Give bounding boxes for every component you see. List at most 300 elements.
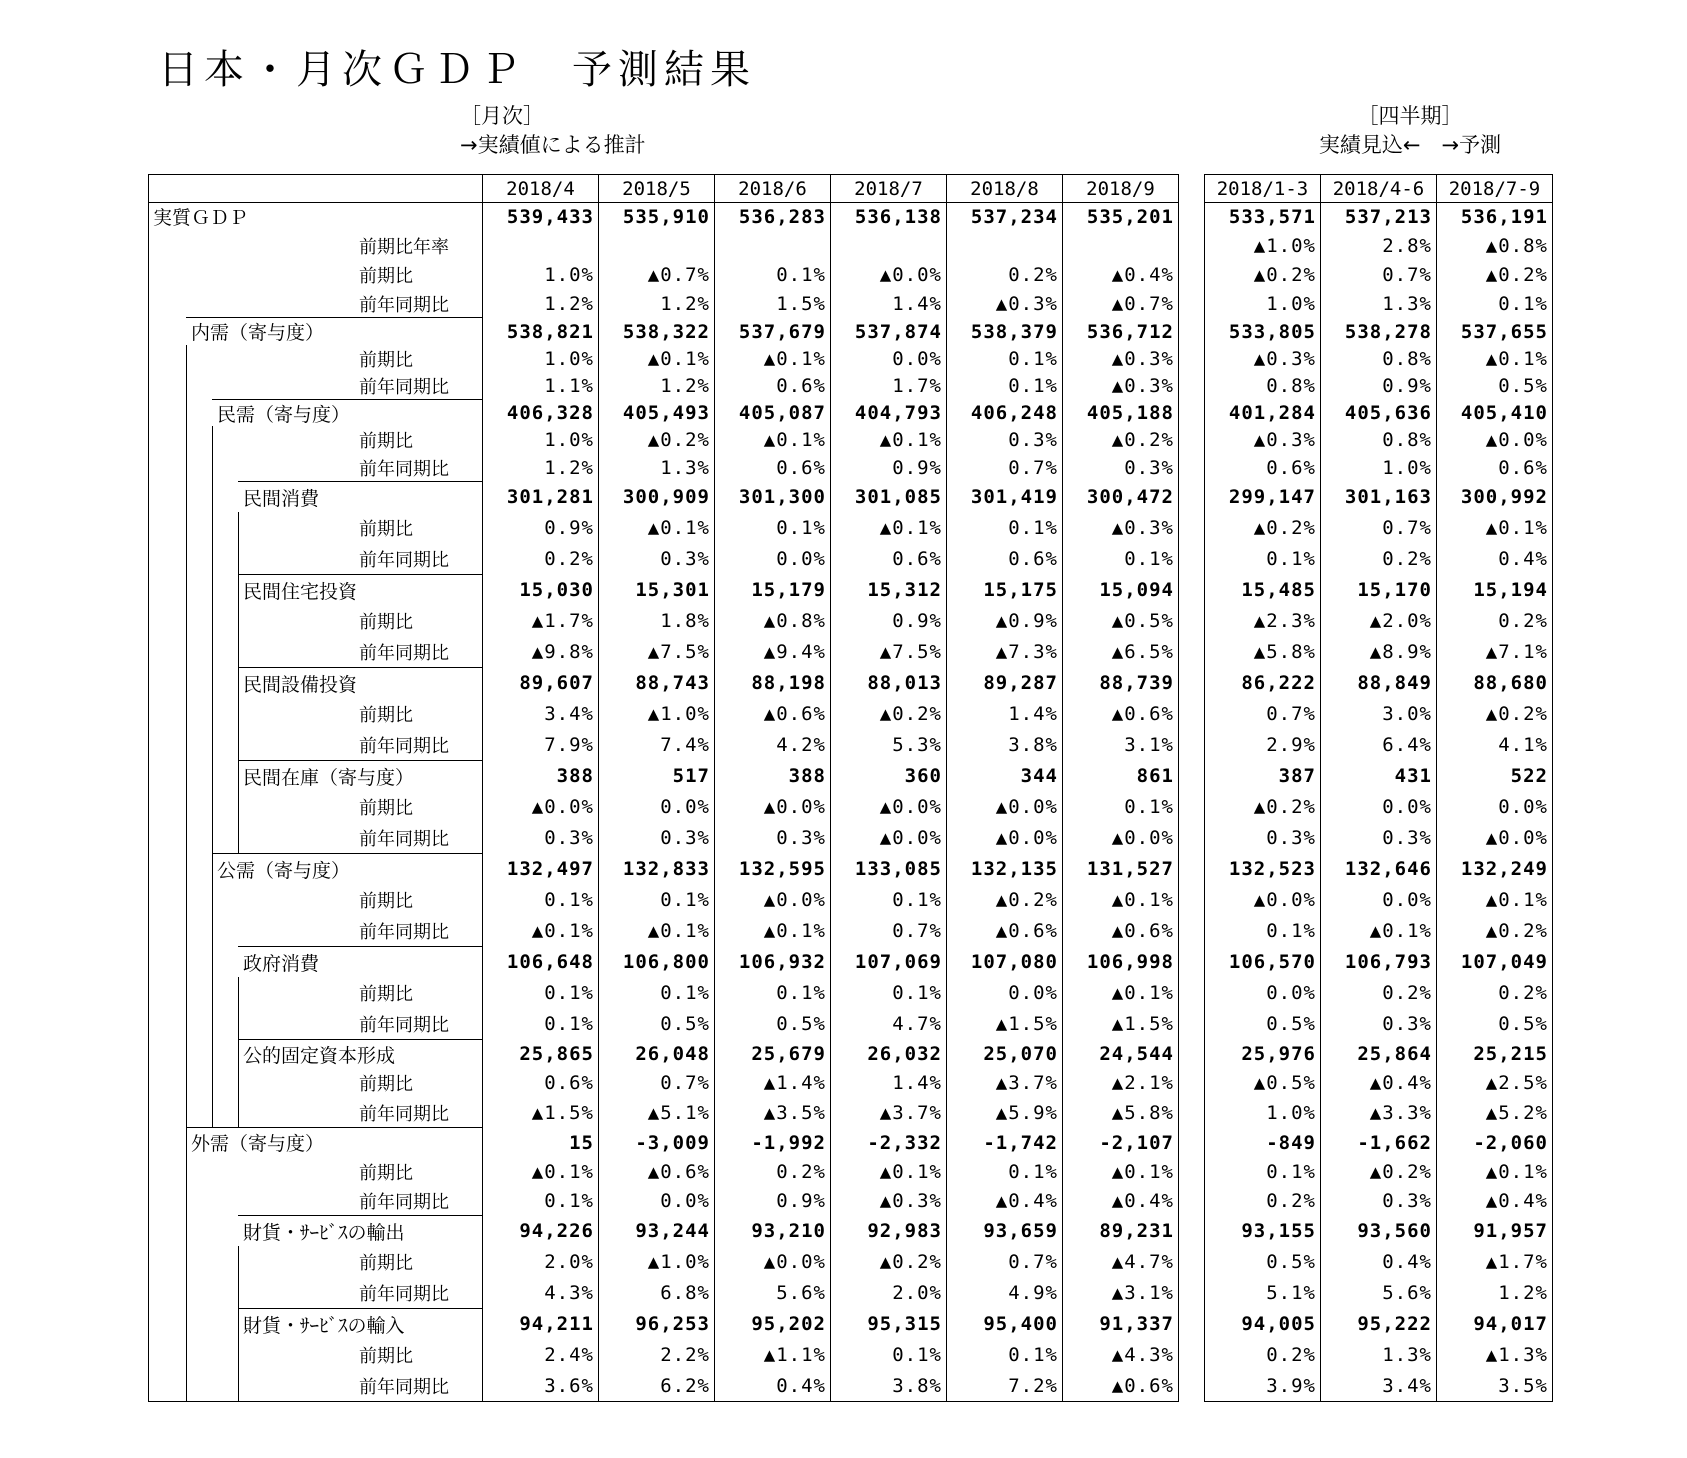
row-label: 前年同期比 — [149, 1009, 483, 1040]
monthly-header — [460, 102, 760, 160]
table-cell: 388 — [715, 761, 831, 792]
table-row — [1205, 290, 1553, 318]
table-cell: 88,198 — [715, 668, 831, 699]
table-cell: ▲1.7% — [1437, 1247, 1553, 1278]
table-row — [1205, 606, 1553, 637]
table-cell: 0.1% — [831, 978, 947, 1009]
row-label: 前期比 — [149, 606, 483, 637]
group-rule — [238, 946, 482, 947]
table-cell: 132,135 — [947, 854, 1063, 885]
table-cell: 6.4% — [1321, 730, 1437, 761]
table-cell: ▲4.7% — [1063, 1247, 1179, 1278]
table-cell: 1.4% — [831, 1069, 947, 1098]
table-cell: 1.3% — [1321, 290, 1437, 318]
table-cell: ▲9.8% — [483, 637, 599, 668]
table-cell: 3.8% — [947, 730, 1063, 761]
table-cell: 0.2% — [1205, 1340, 1321, 1371]
table-cell: 0.1% — [483, 978, 599, 1009]
table-cell: 94,226 — [483, 1216, 599, 1247]
table-cell: ▲0.3% — [1063, 513, 1179, 544]
table-cell: 0.2% — [715, 1158, 831, 1187]
table-cell: ▲0.0% — [947, 792, 1063, 823]
table-row — [1205, 1009, 1553, 1040]
table-cell: 88,743 — [599, 668, 715, 699]
table-cell: 0.3% — [1321, 1187, 1437, 1216]
row-label: 前年同期比 — [149, 1371, 483, 1402]
table-cell: 1.4% — [947, 699, 1063, 730]
table-cell: ▲0.2% — [1437, 261, 1553, 290]
table-cell: 95,315 — [831, 1309, 947, 1340]
table-cell: ▲0.4% — [947, 1187, 1063, 1216]
table-cell: 15,030 — [483, 575, 599, 606]
table-cell: 0.5% — [1205, 1009, 1321, 1040]
table-cell: 301,300 — [715, 482, 831, 513]
table-cell: 25,215 — [1437, 1040, 1553, 1069]
table-cell: 533,805 — [1205, 318, 1321, 346]
hierarchy-line — [238, 1246, 239, 1401]
table-cell: 0.4% — [715, 1371, 831, 1402]
table-cell: ▲0.3% — [1205, 346, 1321, 373]
table-row — [1205, 978, 1553, 1009]
table-row — [1205, 792, 1553, 823]
table-cell: 15,312 — [831, 575, 947, 606]
table-cell: 3.0% — [1321, 699, 1437, 730]
table-cell: 15,301 — [599, 575, 715, 606]
table-cell: ▲0.2% — [1321, 1158, 1437, 1187]
table-cell: ▲0.0% — [1437, 823, 1553, 854]
table-cell: 0.4% — [1321, 1247, 1437, 1278]
table-cell: ▲0.4% — [1321, 1069, 1437, 1098]
table-cell: 91,337 — [1063, 1309, 1179, 1340]
row-label: 前期比 — [149, 1158, 483, 1187]
table-cell: 0.3% — [1321, 1009, 1437, 1040]
table-cell: ▲0.5% — [1205, 1069, 1321, 1098]
table-cell: 405,636 — [1321, 400, 1437, 427]
table-cell: 538,278 — [1321, 318, 1437, 346]
table-cell: 301,163 — [1321, 482, 1437, 513]
table-cell: 6.8% — [599, 1278, 715, 1309]
table-cell: -3,009 — [599, 1128, 715, 1158]
row-heading: 財貨・ｻｰﾋﾞｽの輸入 — [149, 1309, 483, 1340]
table-cell: 401,284 — [1205, 400, 1321, 427]
table-row — [149, 606, 1179, 637]
table-cell: 1.0% — [1321, 454, 1437, 482]
table-cell: 3.8% — [831, 1371, 947, 1402]
table-cell: 861 — [1063, 761, 1179, 792]
table-cell: 1.0% — [483, 261, 599, 290]
table-cell: ▲8.9% — [1321, 637, 1437, 668]
table-cell: 300,992 — [1437, 482, 1553, 513]
table-cell: 0.3% — [1205, 823, 1321, 854]
row-label: 前期比 — [149, 1340, 483, 1371]
table-row — [1205, 1247, 1553, 1278]
table-cell: ▲0.0% — [715, 792, 831, 823]
table-cell: ▲0.2% — [831, 1247, 947, 1278]
table-cell: ▲0.0% — [1205, 885, 1321, 916]
table-cell: 0.7% — [1321, 513, 1437, 544]
table-cell: 0.2% — [1321, 544, 1437, 575]
table-cell: 0.6% — [1437, 454, 1553, 482]
table-cell: ▲7.3% — [947, 637, 1063, 668]
table-cell: ▲0.1% — [831, 427, 947, 454]
table-cell: 132,595 — [715, 854, 831, 885]
group-rule — [238, 1308, 482, 1309]
column-header: 2018/7 — [831, 175, 947, 203]
table-cell: 106,932 — [715, 947, 831, 978]
table-row — [149, 1278, 1179, 1309]
table-cell: 406,248 — [947, 400, 1063, 427]
table-group-row — [149, 203, 1179, 231]
table-cell: 107,069 — [831, 947, 947, 978]
table-cell: 0.5% — [715, 1009, 831, 1040]
table-row — [1205, 346, 1553, 373]
table-cell: 535,910 — [599, 203, 715, 231]
table-row — [1205, 1278, 1553, 1309]
table-row — [1205, 400, 1553, 427]
table-cell: 106,648 — [483, 947, 599, 978]
table-cell: 0.8% — [1205, 373, 1321, 400]
table-cell: ▲0.2% — [831, 699, 947, 730]
table-cell: ▲0.3% — [1063, 346, 1179, 373]
table-cell: 15,175 — [947, 575, 1063, 606]
table-cell: 15,485 — [1205, 575, 1321, 606]
table-row — [149, 1158, 1179, 1187]
table-cell: 1.5% — [715, 290, 831, 318]
table-cell: -1,662 — [1321, 1128, 1437, 1158]
group-rule — [212, 399, 482, 400]
table-row — [149, 730, 1179, 761]
table-cell: 4.9% — [947, 1278, 1063, 1309]
row-label: 前年同期比 — [149, 637, 483, 668]
table-cell: ▲1.1% — [715, 1340, 831, 1371]
table-cell: 106,998 — [1063, 947, 1179, 978]
table-cell: 0.7% — [947, 1247, 1063, 1278]
corner-cell — [149, 175, 483, 203]
table-cell: 88,849 — [1321, 668, 1437, 699]
table-cell: 0.3% — [599, 823, 715, 854]
table-cell: 537,213 — [1321, 203, 1437, 231]
table-group-row — [149, 761, 1179, 792]
table-cell: 537,655 — [1437, 318, 1553, 346]
column-header: 2018/6 — [715, 175, 831, 203]
table-cell: 0.0% — [599, 1187, 715, 1216]
row-label: 前期比 — [149, 1247, 483, 1278]
table-cell: ▲6.5% — [1063, 637, 1179, 668]
table-cell: 95,222 — [1321, 1309, 1437, 1340]
table-cell: ▲0.3% — [831, 1187, 947, 1216]
table-cell: 0.7% — [599, 1069, 715, 1098]
table-cell: ▲0.9% — [947, 606, 1063, 637]
table-cell: 0.1% — [831, 1340, 947, 1371]
table-cell: ▲0.2% — [1437, 916, 1553, 947]
table-cell: ▲0.0% — [715, 885, 831, 916]
table-cell: 132,646 — [1321, 854, 1437, 885]
table-row — [149, 513, 1179, 544]
table-cell: 1.1% — [483, 373, 599, 400]
table-cell: 94,017 — [1437, 1309, 1553, 1340]
table-cell: 131,527 — [1063, 854, 1179, 885]
table-cell: ▲0.0% — [483, 792, 599, 823]
group-rule — [238, 760, 482, 761]
table-cell: 94,005 — [1205, 1309, 1321, 1340]
table-cell: 5.3% — [831, 730, 947, 761]
table-cell: 24,544 — [1063, 1040, 1179, 1069]
table-cell: 0.5% — [1205, 1247, 1321, 1278]
table-cell: 0.0% — [1321, 885, 1437, 916]
table-cell: 0.5% — [1437, 373, 1553, 400]
table-cell: 3.6% — [483, 1371, 599, 1402]
table-cell: ▲0.1% — [1437, 1158, 1553, 1187]
table-row — [149, 544, 1179, 575]
table-cell: 536,191 — [1437, 203, 1553, 231]
table-row — [149, 1009, 1179, 1040]
table-row — [1205, 1371, 1553, 1402]
table-cell: 406,328 — [483, 400, 599, 427]
table-cell: 15,170 — [1321, 575, 1437, 606]
table-group-row — [149, 1309, 1179, 1340]
table-cell: 301,419 — [947, 482, 1063, 513]
table-cell: 89,287 — [947, 668, 1063, 699]
table-cell: 0.1% — [1205, 916, 1321, 947]
table-row — [1205, 454, 1553, 482]
table-cell: 0.9% — [1321, 373, 1437, 400]
table-cell: 2.9% — [1205, 730, 1321, 761]
table-row — [1205, 668, 1553, 699]
table-cell: 0.1% — [947, 346, 1063, 373]
table-cell: ▲2.3% — [1205, 606, 1321, 637]
table-cell: ▲7.5% — [831, 637, 947, 668]
table-cell: ▲2.0% — [1321, 606, 1437, 637]
table-cell: 1.0% — [483, 427, 599, 454]
table-cell: 93,560 — [1321, 1216, 1437, 1247]
table-row — [1205, 1158, 1553, 1187]
table-cell: 107,080 — [947, 947, 1063, 978]
table-cell: ▲0.0% — [715, 1247, 831, 1278]
table-cell: 3.4% — [1321, 1371, 1437, 1402]
row-label: 前年同期比 — [149, 1187, 483, 1216]
table-row — [149, 1098, 1179, 1128]
row-heading: 公的固定資本形成 — [149, 1040, 483, 1069]
table-cell: ▲0.6% — [1063, 699, 1179, 730]
table-cell: 538,322 — [599, 318, 715, 346]
table-cell: 0.1% — [947, 1158, 1063, 1187]
table-cell — [947, 231, 1063, 261]
table-row — [149, 373, 1179, 400]
table-cell: 25,976 — [1205, 1040, 1321, 1069]
table-cell: 0.3% — [715, 823, 831, 854]
table-cell — [831, 231, 947, 261]
table-cell: 88,013 — [831, 668, 947, 699]
table-cell: 387 — [1205, 761, 1321, 792]
quarterly-header — [1290, 102, 1530, 160]
table-cell: 538,379 — [947, 318, 1063, 346]
table-cell: 96,253 — [599, 1309, 715, 1340]
table-cell: 88,739 — [1063, 668, 1179, 699]
group-rule — [238, 481, 482, 482]
table-cell: -2,060 — [1437, 1128, 1553, 1158]
table-cell: 93,244 — [599, 1216, 715, 1247]
table-cell: 299,147 — [1205, 482, 1321, 513]
table-cell: ▲1.5% — [483, 1098, 599, 1128]
quarterly-table — [1204, 174, 1553, 1402]
row-heading: 民間消費 — [149, 482, 483, 513]
table-cell: ▲0.6% — [947, 916, 1063, 947]
table-cell: 0.0% — [1321, 792, 1437, 823]
table-cell: 25,864 — [1321, 1040, 1437, 1069]
table-cell: 539,433 — [483, 203, 599, 231]
table-row — [1205, 1309, 1553, 1340]
table-cell: 0.3% — [1063, 454, 1179, 482]
table-row — [149, 454, 1179, 482]
hierarchy-line — [186, 345, 187, 1401]
table-cell: 0.1% — [715, 513, 831, 544]
table-cell: ▲1.7% — [483, 606, 599, 637]
table-cell: ▲5.8% — [1063, 1098, 1179, 1128]
table-cell: 0.1% — [483, 885, 599, 916]
table-cell: ▲0.2% — [1205, 261, 1321, 290]
table-cell: ▲0.0% — [831, 823, 947, 854]
table-cell: ▲0.4% — [1063, 1187, 1179, 1216]
table-cell: 93,155 — [1205, 1216, 1321, 1247]
table-cell: ▲3.7% — [831, 1098, 947, 1128]
table-cell: 106,570 — [1205, 947, 1321, 978]
row-label: 前期比 — [149, 885, 483, 916]
column-header: 2018/1-3 — [1205, 175, 1321, 203]
table-cell: 15,179 — [715, 575, 831, 606]
table-cell: 133,085 — [831, 854, 947, 885]
table-cell: ▲2.5% — [1437, 1069, 1553, 1098]
table-cell: ▲1.4% — [715, 1069, 831, 1098]
table-row — [1205, 699, 1553, 730]
table-cell: -849 — [1205, 1128, 1321, 1158]
table-cell: ▲7.1% — [1437, 637, 1553, 668]
table-cell: 1.0% — [1205, 290, 1321, 318]
table-cell: 537,874 — [831, 318, 947, 346]
table-cell: 1.2% — [1437, 1278, 1553, 1309]
table-cell: 91,957 — [1437, 1216, 1553, 1247]
table-cell: 0.2% — [1437, 606, 1553, 637]
table-cell: 93,659 — [947, 1216, 1063, 1247]
table-cell: ▲3.5% — [715, 1098, 831, 1128]
column-header: 2018/9 — [1063, 175, 1179, 203]
table-row — [1205, 916, 1553, 947]
row-heading: 公需（寄与度） — [149, 854, 483, 885]
table-cell: ▲0.0% — [831, 792, 947, 823]
table-cell: ▲3.7% — [947, 1069, 1063, 1098]
table-cell: 0.1% — [599, 978, 715, 1009]
table-cell: 2.4% — [483, 1340, 599, 1371]
table-cell: 0.1% — [947, 373, 1063, 400]
table-cell: 517 — [599, 761, 715, 792]
table-cell: 405,410 — [1437, 400, 1553, 427]
table-cell — [483, 231, 599, 261]
table-cell: ▲0.1% — [715, 916, 831, 947]
table-cell: 0.6% — [947, 544, 1063, 575]
table-cell: 1.2% — [483, 454, 599, 482]
group-rule — [212, 853, 482, 854]
table-cell: -1,992 — [715, 1128, 831, 1158]
row-label: 前年同期比 — [149, 454, 483, 482]
table-cell: ▲0.2% — [1205, 792, 1321, 823]
table-cell: 0.1% — [947, 1340, 1063, 1371]
row-label: 前期比 — [149, 427, 483, 454]
table-cell: ▲0.2% — [1437, 699, 1553, 730]
table-cell: -2,107 — [1063, 1128, 1179, 1158]
table-cell: 0.3% — [483, 823, 599, 854]
table-cell: 0.8% — [1321, 346, 1437, 373]
table-cell: 0.6% — [831, 544, 947, 575]
table-row — [1205, 1216, 1553, 1247]
table-cell: 92,983 — [831, 1216, 947, 1247]
table-cell: ▲3.3% — [1321, 1098, 1437, 1128]
table-cell: 0.1% — [1205, 544, 1321, 575]
table-cell: ▲5.2% — [1437, 1098, 1553, 1128]
table-cell: 0.0% — [831, 346, 947, 373]
table-cell: ▲0.1% — [1063, 885, 1179, 916]
table-cell: 4.1% — [1437, 730, 1553, 761]
table-cell: ▲0.4% — [1437, 1187, 1553, 1216]
table-cell: 0.8% — [1321, 427, 1437, 454]
table-cell: 0.5% — [1437, 1009, 1553, 1040]
table-cell: 94,211 — [483, 1309, 599, 1340]
row-heading: 民間設備投資 — [149, 668, 483, 699]
table-cell: 2.8% — [1321, 231, 1437, 261]
row-label: 前期比 — [149, 346, 483, 373]
table-cell: 0.3% — [599, 544, 715, 575]
table-row — [1205, 203, 1553, 231]
table-cell: ▲2.1% — [1063, 1069, 1179, 1098]
table-cell: 1.8% — [599, 606, 715, 637]
hierarchy-line — [212, 426, 213, 1127]
column-header: 2018/4-6 — [1321, 175, 1437, 203]
table-cell: ▲1.3% — [1437, 1340, 1553, 1371]
table-row — [149, 261, 1179, 290]
row-heading: 内需（寄与度） — [149, 318, 483, 346]
row-label: 前年同期比 — [149, 916, 483, 947]
table-cell: ▲0.1% — [1321, 916, 1437, 947]
table-cell: 344 — [947, 761, 1063, 792]
table-cell: 301,281 — [483, 482, 599, 513]
table-cell: 26,048 — [599, 1040, 715, 1069]
table-cell: 0.1% — [715, 978, 831, 1009]
table-cell: 132,833 — [599, 854, 715, 885]
row-heading: 財貨・ｻｰﾋﾞｽの輸出 — [149, 1216, 483, 1247]
table-cell: 7.4% — [599, 730, 715, 761]
table-cell: ▲1.5% — [947, 1009, 1063, 1040]
table-cell: ▲0.1% — [1063, 978, 1179, 1009]
table-cell — [715, 231, 831, 261]
table-row — [1205, 575, 1553, 606]
table-row — [149, 699, 1179, 730]
table-cell: ▲0.0% — [947, 823, 1063, 854]
table-row — [1205, 1187, 1553, 1216]
table-cell: ▲0.1% — [599, 513, 715, 544]
table-group-row — [149, 1128, 1179, 1158]
row-label: 前年同期比 — [149, 373, 483, 400]
row-label: 前期比 — [149, 1069, 483, 1098]
table-row — [149, 1069, 1179, 1098]
table-cell: ▲0.1% — [599, 346, 715, 373]
table-row — [1205, 637, 1553, 668]
table-cell: 1.2% — [599, 373, 715, 400]
row-label: 前期比 — [149, 699, 483, 730]
group-rule — [238, 1215, 482, 1216]
table-cell: 0.1% — [947, 513, 1063, 544]
table-cell: 93,210 — [715, 1216, 831, 1247]
table-cell: 0.0% — [947, 978, 1063, 1009]
table-cell: 0.1% — [1205, 1158, 1321, 1187]
row-label: 前年同期比 — [149, 823, 483, 854]
